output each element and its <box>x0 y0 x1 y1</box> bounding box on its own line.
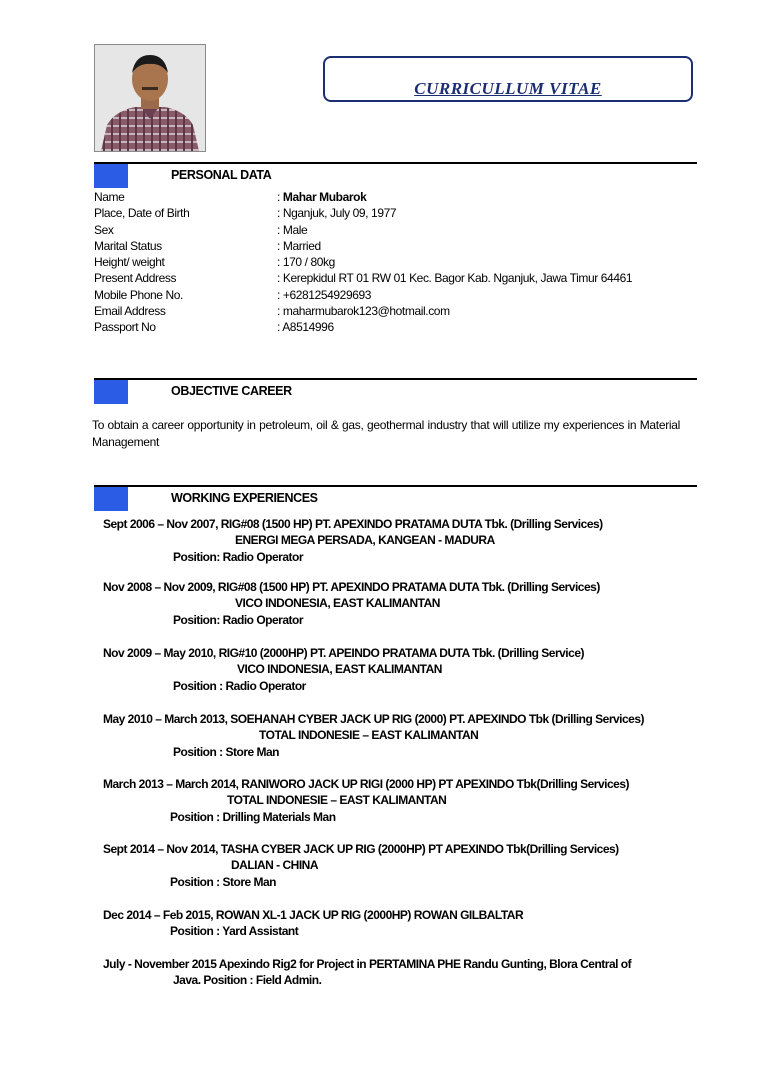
personal-row <box>94 222 694 238</box>
field-value: : Kerepkidul RT 01 RW 01 Kec. Bagor Kab. Nganjuk, Jawa Timur 64461 <box>277 271 633 286</box>
field-value: : maharmubarok123@hotmail.com <box>277 304 450 319</box>
objective-text: To obtain a career opportunity in petroleum, oil & gas, geothermal industry that will utilize my experiences in Material Management <box>92 418 680 449</box>
personal-data-list <box>94 189 694 336</box>
field-value: : Male <box>277 222 308 237</box>
field-label: Passport No <box>94 320 156 335</box>
section-rule <box>94 485 697 487</box>
personal-data-header <box>94 162 697 190</box>
profile-photo <box>94 44 206 152</box>
experience-position: Java. Position : Field Admin. <box>173 973 322 988</box>
experience-client: ENERGI MEGA PERSADA, KANGEAN - MADURA <box>235 533 495 548</box>
experience-position: Position: Radio Operator <box>173 549 304 564</box>
name-value: Mahar Mubarok <box>282 190 367 204</box>
experience-entry <box>103 579 703 628</box>
experience-client: TOTAL INDONESIE – EAST KALIMANTAN <box>227 793 447 808</box>
experience-entry <box>103 907 703 940</box>
experience-period-rig: Nov 2008 – Nov 2009, RIG#08 (1500 HP) PT. APEXINDO PRATAMA DUTA Tbk. (Drilling Services) <box>103 580 600 594</box>
field-label: Present Address <box>94 271 177 286</box>
experience-client: VICO INDONESIA, EAST KALIMANTAN <box>237 662 442 677</box>
field-label: Sex <box>94 222 114 237</box>
experience-position: Position: Radio Operator <box>173 612 304 627</box>
experience-entry <box>103 776 703 825</box>
experience-position: Position : Yard Assistant <box>170 924 299 939</box>
experience-position: Position : Drilling Materials Man <box>170 809 336 824</box>
experience-entry <box>103 516 703 565</box>
personal-row <box>94 270 694 286</box>
experience-period-rig: March 2013 – March 2014, RANIWORO JACK UP RIGI (2000 HP) PT APEXINDO Tbk(Drilling Services) <box>103 777 630 791</box>
field-value: : Nganjuk, July 09, 1977 <box>277 206 397 221</box>
personal-row <box>94 319 694 335</box>
personal-row <box>94 205 694 221</box>
experience-period-rig: Sept 2014 – Nov 2014, TASHA CYBER JACK UP RIG (2000HP) PT APEXINDO Tbk(Drilling Services) <box>103 842 619 856</box>
field-value: : A8514996 <box>277 320 334 335</box>
experience-period-rig: Nov 2009 – May 2010, RIG#10 (2000HP) PT. APEINDO PRATAMA DUTA Tbk. (Drilling Service) <box>103 646 584 660</box>
field-label: Name <box>94 190 125 204</box>
section-title: WORKING EXPERIENCES <box>171 491 318 505</box>
experience-period-rig: Dec 2014 – Feb 2015, ROWAN XL-1 JACK UP RIG (2000HP) ROWAN GILBALTAR <box>103 908 524 922</box>
experience-position: Position : Store Man <box>173 744 280 759</box>
field-label: Place, Date of Birth <box>94 206 190 221</box>
field-label: Marital Status <box>94 238 162 253</box>
experience-client: VICO INDONESIA, EAST KALIMANTAN <box>235 596 440 611</box>
field-label: Mobile Phone No. <box>94 287 183 302</box>
section-rule <box>94 162 697 164</box>
experience-position: Position : Radio Operator <box>173 678 306 693</box>
field-value: : Mahar Mubarok <box>277 190 367 204</box>
personal-row <box>94 287 694 303</box>
experience-entry <box>103 645 703 694</box>
section-marker <box>94 487 128 511</box>
field-value: : 170 / 80kg <box>277 255 335 270</box>
personal-row <box>94 254 694 270</box>
experience-client: DALIAN - CHINA <box>231 858 318 873</box>
experience-entry <box>103 841 703 890</box>
section-marker <box>94 380 128 404</box>
section-marker <box>94 164 128 188</box>
experience-period-rig: July - November 2015 Apexindo Rig2 for Project in PERTAMINA PHE Randu Gunting, Blora Central of <box>103 957 632 971</box>
section-title: OBJECTIVE CAREER <box>171 384 292 398</box>
field-value: : Married <box>277 238 321 253</box>
experience-period-rig: May 2010 – March 2013, SOEHANAH CYBER JACK UP RIG (2000) PT. APEXINDO Tbk (Drilling Services) <box>103 712 645 726</box>
experience-position: Position : Store Man <box>170 874 277 889</box>
field-value: : +6281254929693 <box>277 287 372 302</box>
title-box <box>323 56 693 102</box>
personal-row <box>94 238 694 254</box>
experience-period-rig: Sept 2006 – Nov 2007, RIG#08 (1500 HP) PT. APEXINDO PRATAMA DUTA Tbk. (Drilling Services) <box>103 517 603 531</box>
section-rule <box>94 378 697 380</box>
experience-entry <box>103 711 703 760</box>
objective-header <box>94 378 697 406</box>
personal-row <box>94 189 694 205</box>
section-title: PERSONAL DATA <box>171 168 272 182</box>
experience-entry <box>103 956 703 989</box>
experience-header <box>94 485 697 513</box>
field-label: Height/ weight <box>94 255 165 270</box>
personal-row <box>94 303 694 319</box>
document-title: CURRICULLUM VITAE <box>414 79 602 98</box>
experience-client: TOTAL INDONESIE – EAST KALIMANTAN <box>259 728 479 743</box>
field-label: Email Address <box>94 304 166 319</box>
